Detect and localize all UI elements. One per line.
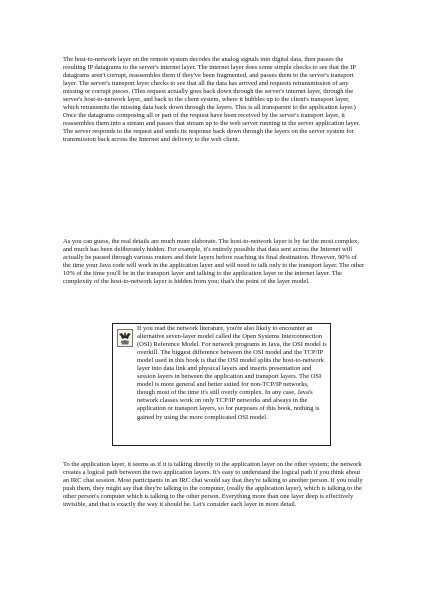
paragraph-host-to-network: The host-to-network layer on the remote system decodes the analog signals into digital data, then passes the resulting IP datagrams to the server's internet layer. The internet layer does some simple checks to see that the IP datagrams aren't corrupt, reassembles them if they've been fragmented, and passes them to the server's transport layer. The server's transport layer checks to see that all the data has arrived and requests retransmission of any missing or corrupt pieces. (This request actually goes back down through the server's internet layer, through the server's host-to-network layer, and back to the client system, where it bubbles up to the client's transport layer, which retransmits the missing data back down through the layers. This is all transparent to the application layer.) Once the datagrams composing all or part of the request have been received by the server's transport layer, it reassembles them into a stream and passes that stream up to the web server running in the server application layer. The server responds to the request and sends its response back down through the layers on the server system for transmission back across the Internet and delivery to the web client. [63,56,361,144]
note-text: If you read the network literature, you're also likely to encounter an alternative seven-layer model called the Open Systems Interconnection (OSI) Reference Model. For network programs in Java, the OSI model is overkill. The biggest difference between the OSI model and the TCP/IP model used in this book is that the OSI model splits the host-to-network layer into data link and physical layers and inserts presentation and session layers in between the application and transport layers. The OSI model is more general and better suited for non-TCP/IP networks, though most of the time it's still overly complex. In any case, Java's network classes work on only TCP/IP networks and always in the application or transport layers, so for purposes of this book, nothing is gained by using the more complicated OSI model. [137,325,327,421]
paragraph-application-layer: To the application layer, it seems as if it is talking directly to the application layer on the other system; the network creates a logical path between the two application layers. It's easy to understand the logical path if you think about an IRC chat session. Most participants in an IRC chat would say that they're talking to another person. If you really push them, they might say that they're talking to the computer, (really the application layer), which is talking to the other person's computer which is talking to the other person. Everything more than one layer deep is effectively invisible, and that is exactly the way it should be. Let's consider each layer in more detail. [63,461,363,509]
paragraph-real-details: As you can guess, the real details are much more elaborate. The host-to-network layer is by far the most complex, and much has been deliberately hidden. For example, it's entirely possible that data sent across the Internet will actually be passed through various routers and their layers before reaching its final destination. However, 90% of the time your Java code will work in the application layer and will need to talk only to the transport layer. The other 10% of the time you'll be in the transport layer and talking to the application layer or the internet layer. The complexity of the host-to-network layer is hidden from you; that's the point of the layer model. [63,238,365,286]
note-bat-icon [117,329,133,347]
note-box [112,323,331,446]
